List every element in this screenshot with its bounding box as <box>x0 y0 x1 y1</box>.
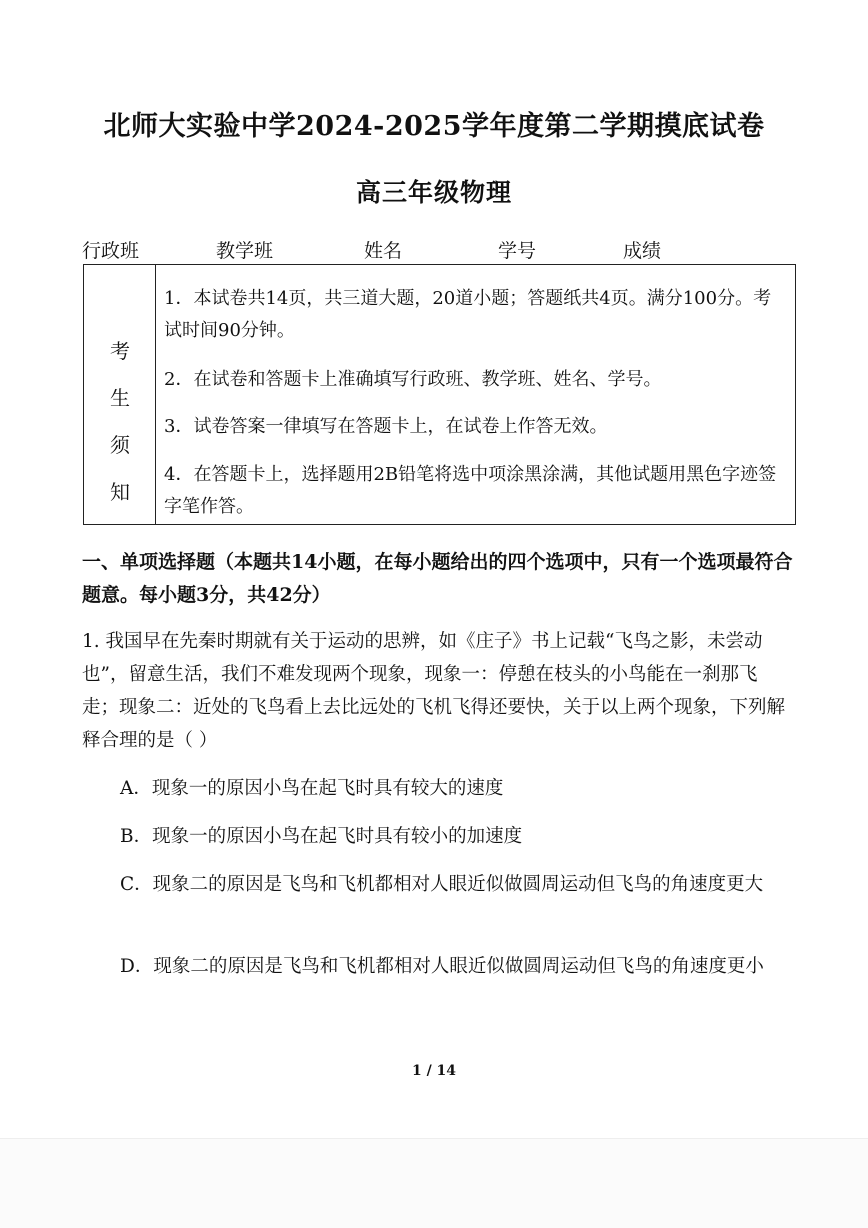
section-heading: 一、单项选择题（本题共14小题，在每小题给出的四个选项中，只有一个选项最符合题意。每小题3分，共42分） <box>82 551 793 606</box>
question-text: 1. 我国早在先秦时期就有关于运动的思辨，如《庄子》书上记载“飞鸟之影，未尝动也”，留意生活，我们不难发现两个现象，现象一：停憩在枝头的小鸟能在一刹那飞走；现象二：近处的飞鸟看上去比远处的飞机飞得还要快，关于以上两个现象，下列解释合理的是（ ） <box>82 631 786 751</box>
option-d: D．现象二的原因是飞鸟和飞机都相对人眼近似做圆周运动但飞鸟的角速度更小 <box>120 956 764 977</box>
notice-item: 4．在答题卡上，选择题用2B铅笔将选中项涂黑涂满，其他试题用黑色字迹签字笔作答。 <box>164 464 777 517</box>
teaching-class-label: 教学班 <box>216 240 274 262</box>
score-label: 成绩 <box>623 240 662 262</box>
notice-label-char: 须 <box>110 433 130 457</box>
notice-item: 3．试卷答案一律填写在答题卡上，在试卷上作答无效。 <box>164 416 608 437</box>
notice-label-char: 生 <box>110 386 130 410</box>
notice-label-char: 知 <box>110 480 130 504</box>
name-label: 姓名 <box>364 240 403 262</box>
exam-title: 北师大实验中学2024-2025学年度第二学期摸底试卷 <box>103 111 765 142</box>
option-b: B．现象一的原因小鸟在起飞时具有较小的加速度 <box>120 826 523 847</box>
notice-label-column <box>84 265 156 524</box>
page-number: 1 / 14 <box>411 1063 457 1079</box>
notice-item: 1．本试卷共14页，共三道大题，20道小题；答题纸共4页。满分100分。考试时间90分钟。 <box>164 288 772 341</box>
option-c: C．现象二的原因是飞鸟和飞机都相对人眼近似做圆周运动但飞鸟的角速度更大 <box>120 874 764 895</box>
notice-label-char: 考 <box>110 339 130 363</box>
option-a: A．现象一的原因小鸟在起飞时具有较大的速度 <box>120 778 504 799</box>
notice-item: 2．在试卷和答题卡上准确填写行政班、教学班、姓名、学号。 <box>164 369 662 390</box>
admin-class-label: 行政班 <box>82 240 140 262</box>
exam-notice-box <box>83 264 796 525</box>
page-bottom-margin <box>0 1138 868 1228</box>
exam-subtitle: 高三年级物理 <box>355 178 512 207</box>
student-id-label: 学号 <box>498 240 537 262</box>
